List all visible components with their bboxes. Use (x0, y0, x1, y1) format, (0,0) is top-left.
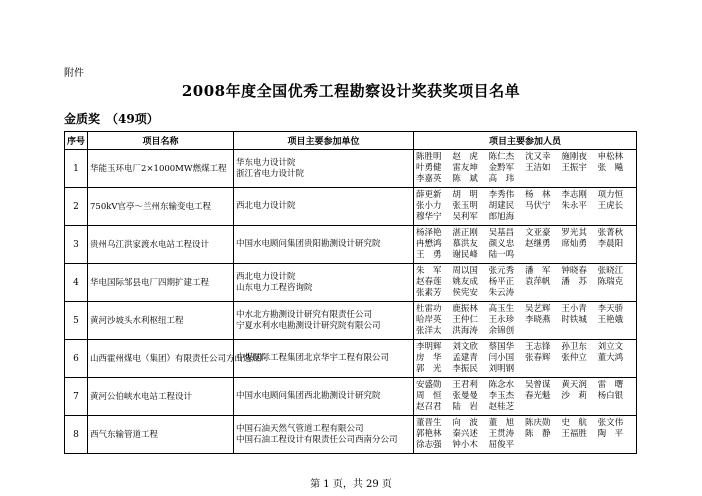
person-name: 王洁如 (524, 163, 551, 173)
person-name: 赵继勇 (524, 239, 551, 249)
person-name: 杜雷功 (416, 304, 442, 314)
person-name: 钟小木 (452, 440, 478, 450)
person-name: 张洋太 (416, 326, 442, 336)
person-name: 李秀伟 (488, 190, 515, 200)
person-name: 穆华宁 (416, 212, 442, 222)
person-name: 黄天润 (561, 380, 587, 390)
person-name: 李天骄 (597, 304, 624, 314)
person-name: 席灿勇 (561, 239, 587, 249)
table-row (65, 264, 637, 302)
row-seq: 8 (65, 416, 88, 454)
unit-name: 中煤国际工程集团北京华宇工程有限公司 (236, 353, 390, 363)
person-name: 陈胜明 (416, 152, 442, 162)
person-name (598, 364, 634, 375)
person-name: 陈念水 (488, 380, 515, 390)
person-name: 闫小国 (488, 353, 515, 363)
people-line (416, 326, 634, 337)
header-row (65, 132, 637, 150)
person-name: 朱 军 (416, 266, 442, 276)
person-name: 雷 曙 (597, 380, 624, 390)
people-line (416, 239, 634, 250)
person-name: 刘文欣 (452, 342, 478, 352)
person-name: 颜义忠 (488, 239, 515, 249)
person-name (561, 440, 597, 451)
person-name: 徐志强 (416, 440, 442, 450)
award-table (64, 131, 637, 454)
people-line (416, 190, 634, 201)
person-name (525, 402, 561, 413)
person-name (598, 326, 634, 337)
person-name: 哈岸英 (416, 315, 442, 325)
person-name: 王振宇 (561, 163, 587, 173)
person-name: 李明辉 (416, 342, 442, 352)
person-name: 吴艺辉 (524, 304, 551, 314)
row-people (414, 150, 637, 188)
row-units (234, 150, 414, 188)
person-name: 张 飚 (597, 163, 624, 173)
person-name: 赵春莲 (416, 277, 442, 287)
person-name: 王虎长 (597, 201, 624, 211)
row-people (414, 378, 637, 416)
row-units (234, 264, 414, 302)
person-name: 沈又幸 (524, 152, 551, 162)
person-name: 高 玮 (488, 174, 515, 184)
person-name: 余锦创 (488, 326, 515, 336)
person-name: 时铁城 (561, 315, 587, 325)
unit-name: 中水北方勘测设计研究有限责任公司 (236, 309, 373, 320)
attachment-label: 附件 (64, 68, 84, 79)
header-units: 项目主要参加单位 (234, 132, 414, 150)
person-name: 王小青 (561, 304, 587, 314)
person-name: 沙 莉 (561, 391, 587, 401)
person-name: 金黔军 (488, 163, 515, 173)
header-project: 项目名称 (88, 132, 234, 150)
unit-name: 宁夏水利水电勘测设计研究院有限公司 (236, 320, 381, 331)
row-seq: 3 (65, 226, 88, 264)
row-units (234, 302, 414, 340)
table-row (65, 226, 637, 264)
person-name: 吴曾谋 (524, 380, 551, 390)
people-line (416, 380, 634, 391)
person-name: 湛正刚 (452, 228, 478, 238)
person-name (598, 212, 634, 223)
person-name: 李志刚 (561, 190, 587, 200)
people-line (416, 429, 634, 440)
row-project-name: 山西霍州煤电（集团）有限责任公司方山选煤厂 (88, 340, 234, 378)
unit-name: 中国水电顾问集团西北勘测设计研究院 (236, 391, 381, 401)
person-name: 张仲立 (561, 353, 587, 363)
person-name: 申松林 (597, 152, 624, 162)
person-name: 雷友坤 (452, 163, 478, 173)
person-name: 蔡国华 (488, 342, 515, 352)
person-name: 董晋生 (416, 418, 442, 428)
person-name: 鹿振林 (452, 304, 478, 314)
person-name: 董大鸿 (597, 353, 624, 363)
people-line (416, 277, 634, 288)
person-name: 王仲仁 (452, 315, 478, 325)
person-name: 张玉明 (452, 201, 478, 211)
person-name: 吴利军 (452, 212, 478, 222)
row-project-name: 华能玉环电厂2×1000MW燃煤工程 (88, 150, 234, 188)
person-name: 向 波 (452, 418, 478, 428)
unit-name: 中国石油工程设计有限责任公司西南分公司 (236, 434, 398, 445)
people-line (416, 266, 634, 277)
table-row (65, 188, 637, 226)
person-name: 王艳娥 (597, 315, 624, 325)
people-line (416, 228, 634, 239)
person-name (598, 402, 634, 413)
header-people: 项目主要参加人员 (414, 132, 637, 150)
unit-name: 西北电力设计院 (236, 201, 296, 211)
people-line (416, 152, 634, 163)
person-name: 胡建民 (488, 201, 515, 211)
unit-name: 浙江省电力设计院 (236, 168, 305, 179)
person-name: 李玉杰 (488, 391, 515, 401)
person-name: 王 勇 (416, 250, 442, 260)
person-name: 文亚豪 (524, 228, 551, 238)
unit-name: 西北电力设计院 (236, 271, 296, 282)
person-name (525, 440, 561, 451)
person-name (561, 212, 597, 223)
person-name: 张素芳 (416, 288, 442, 298)
row-seq: 7 (65, 378, 88, 416)
people-line (416, 402, 634, 413)
person-name: 王福胜 (561, 429, 587, 439)
person-name: 李嘉英 (416, 174, 442, 184)
unit-name: 中国石油天然气管道工程有限公司 (236, 423, 364, 434)
row-project-name: 750kV官亭～兰州东输变电工程 (88, 188, 234, 226)
people-line (416, 342, 634, 353)
row-units (234, 378, 414, 416)
row-people (414, 264, 637, 302)
person-name: 袁萍帆 (524, 277, 551, 287)
person-name: 史 航 (561, 418, 587, 428)
person-name: 刘立文 (597, 342, 624, 352)
people-line (416, 174, 634, 185)
people-line (416, 391, 634, 402)
person-name: 陈 静 (524, 429, 551, 439)
unit-name: 中国水电顾问集团贵阳勘测设计研究院 (236, 239, 381, 249)
row-seq: 2 (65, 188, 88, 226)
person-name: 张菁秋 (597, 228, 624, 238)
person-name: 洪海涛 (452, 326, 478, 336)
row-people (414, 188, 637, 226)
person-name: 张春辉 (524, 353, 551, 363)
person-name: 董 旭 (488, 418, 515, 428)
person-name: 张曼曼 (452, 391, 478, 401)
person-name: 慕洪友 (452, 239, 478, 249)
people-line (416, 364, 634, 375)
people-line (416, 212, 634, 223)
person-name (525, 174, 561, 185)
row-people (414, 302, 637, 340)
person-name: 赵桂芝 (488, 402, 515, 412)
row-project-name: 黄河公伯峡水电站工程设计 (88, 378, 234, 416)
row-seq: 1 (65, 150, 88, 188)
page-footer: 第 1 页，共 29 页 (310, 479, 392, 490)
person-name: 陆一鸣 (488, 250, 515, 260)
person-name: 陆 岩 (452, 402, 478, 412)
person-name (525, 250, 561, 261)
person-name: 张晓江 (597, 266, 624, 276)
person-name: 王志锋 (524, 342, 551, 352)
people-line (416, 288, 634, 299)
person-name: 杨白银 (597, 391, 624, 401)
person-name: 吴基昌 (488, 228, 515, 238)
person-name: 叶勇健 (416, 163, 442, 173)
person-name: 张文伟 (597, 418, 624, 428)
person-name: 郎旭海 (488, 212, 515, 222)
row-seq: 4 (65, 264, 88, 302)
person-name (525, 364, 561, 375)
person-name: 郭 光 (416, 364, 442, 374)
people-line (416, 201, 634, 212)
person-name: 春光魁 (524, 391, 551, 401)
table-row (65, 302, 637, 340)
person-name: 赵召君 (416, 402, 442, 412)
people-line (416, 353, 634, 364)
person-name: 胡 明 (452, 190, 478, 200)
person-name: 张小力 (416, 201, 442, 211)
person-name: 周 恒 (416, 391, 442, 401)
person-name (561, 288, 597, 299)
award-heading: 金质奖 （49项） (64, 112, 159, 126)
person-name: 王永珍 (488, 315, 515, 325)
document-title: 2008年度全国优秀工程勘察设计奖获奖项目名单 (181, 82, 521, 100)
person-name (561, 174, 597, 185)
person-name: 孙卫东 (561, 342, 587, 352)
person-name: 施刚夜 (561, 152, 587, 162)
person-name: 项力恒 (597, 190, 624, 200)
person-name: 张元秀 (488, 266, 515, 276)
person-name (525, 212, 561, 223)
row-units (234, 416, 414, 454)
row-units (234, 340, 414, 378)
person-name: 陈 斌 (452, 174, 478, 184)
people-line (416, 315, 634, 326)
person-name (525, 288, 561, 299)
person-name (561, 402, 597, 413)
row-seq: 5 (65, 302, 88, 340)
person-name: 李晨阳 (597, 239, 624, 249)
person-name (598, 440, 634, 451)
person-name: 赵 虎 (452, 152, 478, 162)
person-name: 陈庆勋 (524, 418, 551, 428)
row-people (414, 340, 637, 378)
person-name: 王君利 (452, 380, 478, 390)
row-seq: 6 (65, 340, 88, 378)
person-name: 陈仁杰 (488, 152, 515, 162)
person-name: 安盛勋 (416, 380, 442, 390)
person-name: 杨平正 (488, 277, 515, 287)
people-line (416, 440, 634, 451)
person-name: 陶 平 (597, 429, 624, 439)
person-name: 马伏宁 (524, 201, 551, 211)
person-name: 朱永平 (561, 201, 587, 211)
person-name: 高玉生 (488, 304, 515, 314)
person-name: 冉懋鸿 (416, 239, 442, 249)
person-name (561, 326, 597, 337)
person-name: 孟建青 (452, 353, 478, 363)
row-project-name: 华电国际邹县电厂四期扩建工程 (88, 264, 234, 302)
header-seq: 序号 (65, 132, 88, 150)
people-line (416, 250, 634, 261)
table-row (65, 150, 637, 188)
person-name: 杨泽艳 (416, 228, 442, 238)
person-name (561, 364, 597, 375)
person-name: 周以国 (452, 266, 478, 276)
person-name (525, 326, 561, 337)
person-name: 秦兴述 (452, 429, 478, 439)
person-name: 谢民峰 (452, 250, 478, 260)
person-name: 郭艳林 (416, 429, 442, 439)
row-units (234, 226, 414, 264)
person-name (561, 250, 597, 261)
person-name: 姚友成 (452, 277, 478, 287)
person-name: 侯宪安 (452, 288, 478, 298)
table-row (65, 378, 637, 416)
row-units (234, 188, 414, 226)
person-name: 潘 苏 (561, 277, 587, 287)
people-line (416, 163, 634, 174)
person-name: 房 华 (416, 353, 442, 363)
row-project-name: 黄河沙坡头水利枢纽工程 (88, 302, 234, 340)
row-people (414, 226, 637, 264)
unit-name: 山东电力工程咨询院 (236, 282, 313, 293)
unit-name: 华东电力设计院 (236, 157, 296, 168)
person-name: 刘明钢 (488, 364, 515, 374)
person-name: 罗光其 (561, 228, 587, 238)
person-name: 朱云涛 (488, 288, 515, 298)
person-name: 杨 林 (524, 190, 551, 200)
row-project-name: 贵州乌江洪家渡水电站工程设计 (88, 226, 234, 264)
person-name: 李振民 (452, 364, 478, 374)
person-name: 李晓燕 (524, 315, 551, 325)
person-name: 王贯涛 (488, 429, 515, 439)
row-project-name: 西气东输管道工程 (88, 416, 234, 454)
people-line (416, 418, 634, 429)
table-row (65, 416, 637, 454)
table-row (65, 340, 637, 378)
person-name (598, 250, 634, 261)
person-name: 钟晓春 (561, 266, 587, 276)
person-name: 潘 军 (524, 266, 551, 276)
person-name: 陈瑞克 (597, 277, 624, 287)
person-name (598, 174, 634, 185)
person-name: 屈俊平 (488, 440, 515, 450)
row-people (414, 416, 637, 454)
person-name: 薛更新 (416, 190, 442, 200)
person-name (598, 288, 634, 299)
people-line (416, 304, 634, 315)
